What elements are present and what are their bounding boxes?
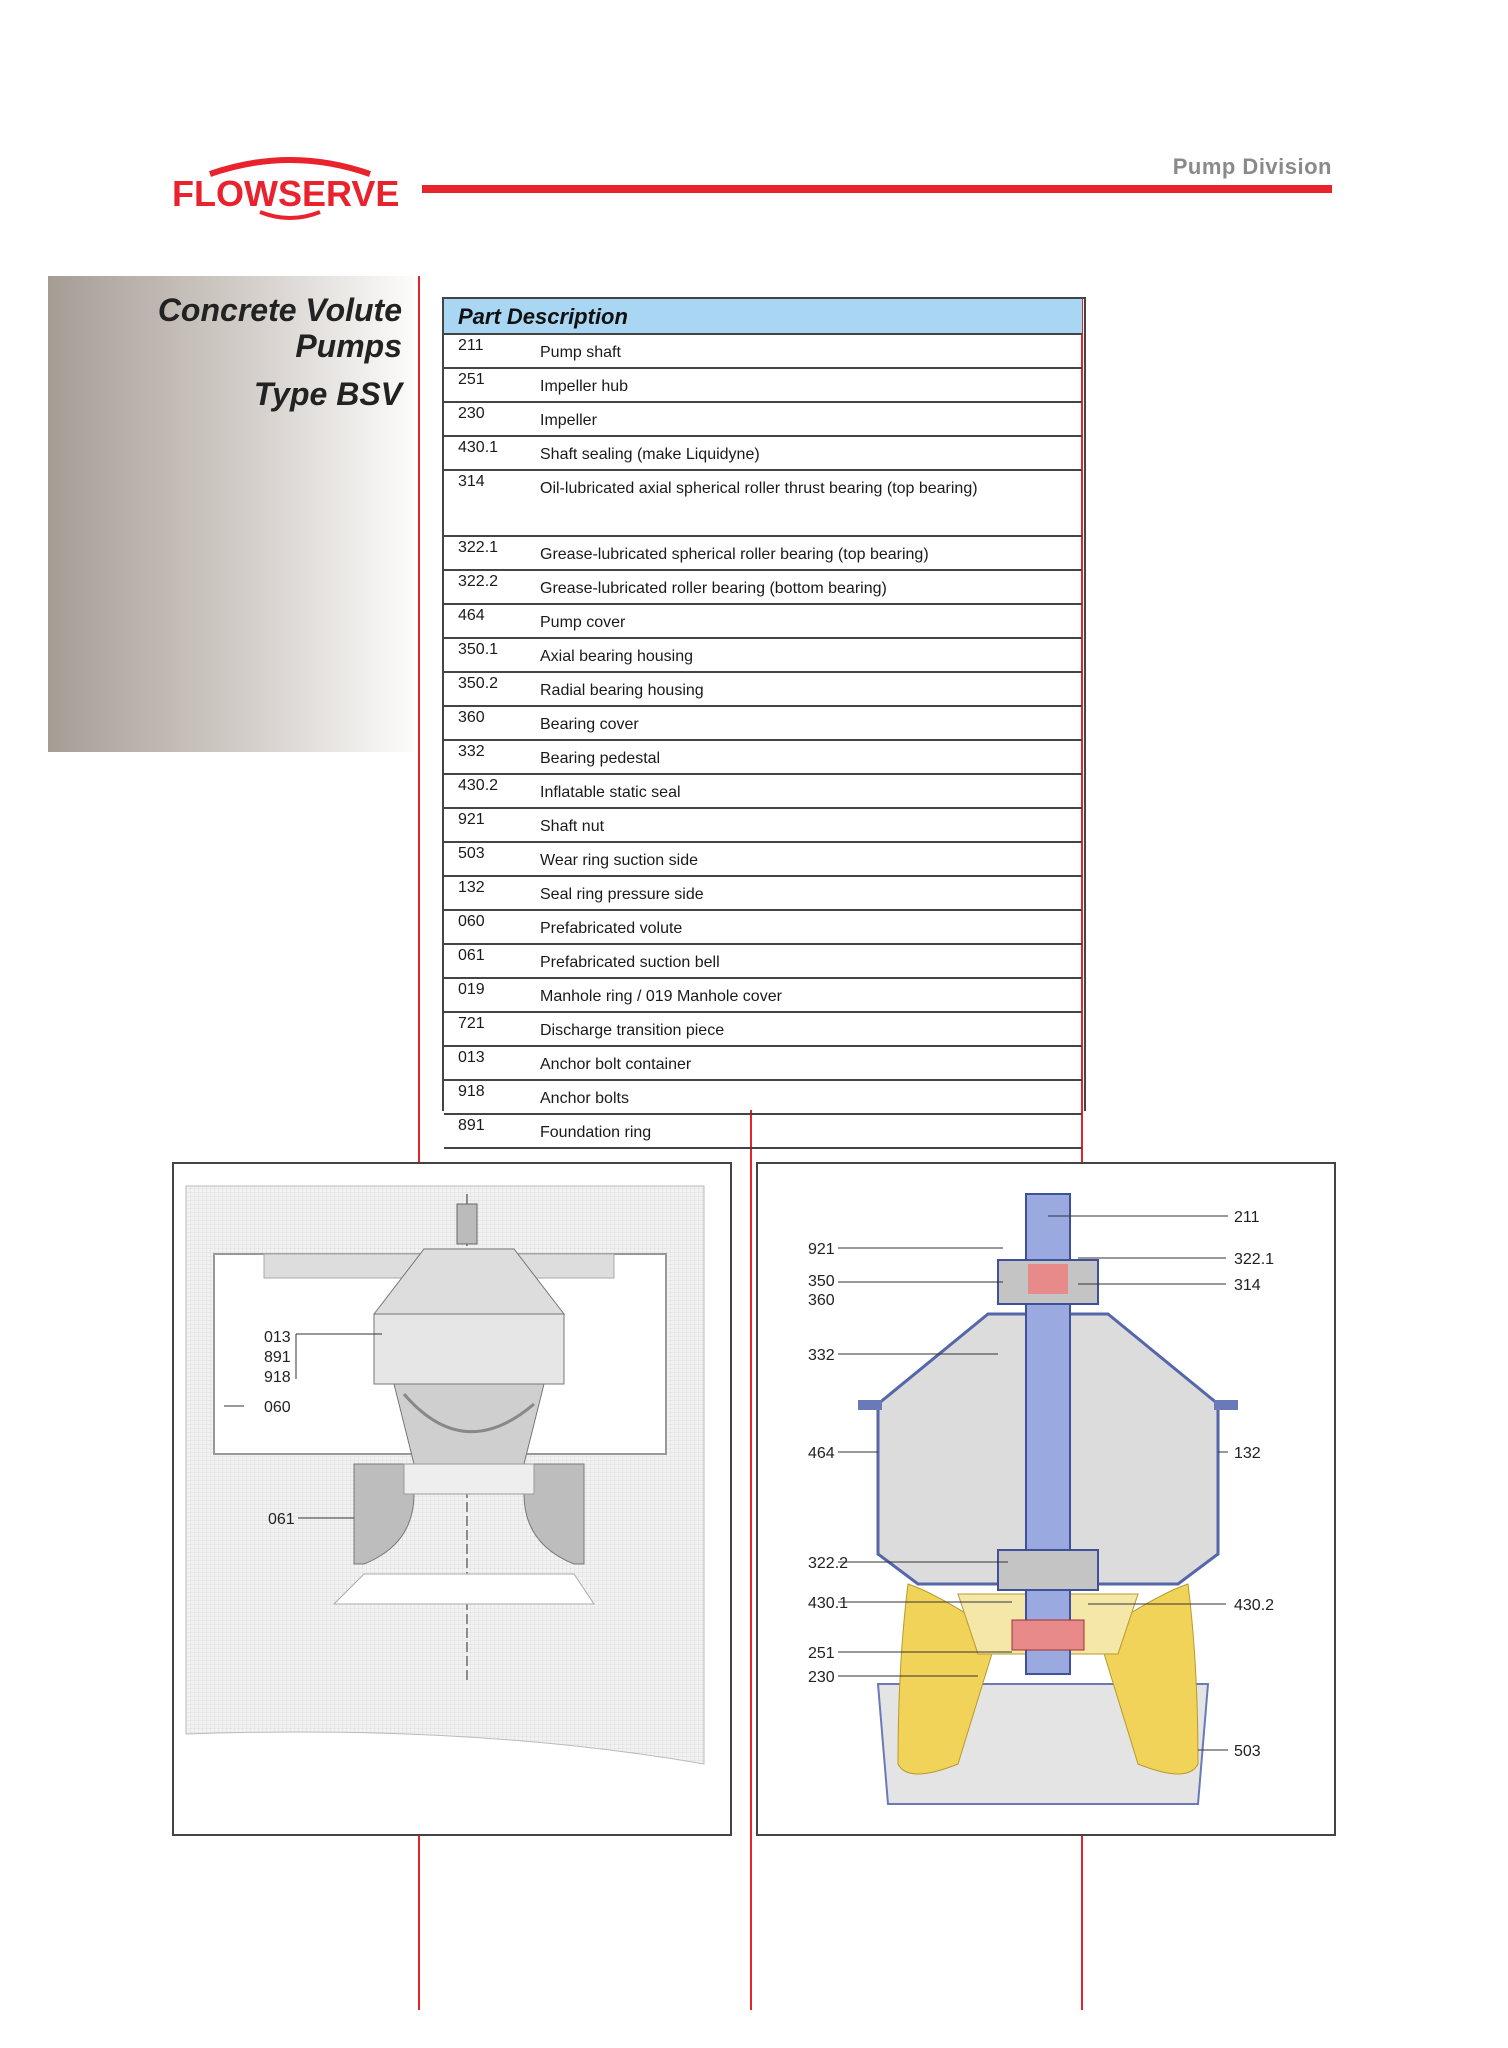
parts-row	[444, 1047, 1082, 1081]
part-number: 891	[458, 1117, 485, 1134]
part-description: Wear ring suction side	[540, 852, 698, 869]
sidebar-title-line2: Pumps	[295, 328, 402, 364]
part-number: 721	[458, 1015, 485, 1032]
label-132: 132	[1234, 1445, 1261, 1462]
label-332: 332	[808, 1347, 835, 1364]
part-description: Prefabricated suction bell	[540, 954, 720, 971]
parts-row	[444, 673, 1082, 707]
part-description: Shaft nut	[540, 818, 605, 835]
part-number: 430.1	[458, 439, 499, 456]
parts-row	[444, 437, 1082, 471]
part-number: 332	[458, 743, 485, 760]
label-430-1: 430.1	[808, 1595, 849, 1612]
part-number: 503	[458, 845, 485, 862]
label-230: 230	[808, 1669, 835, 1686]
part-description: Shaft sealing (make Liquidyne)	[540, 446, 760, 463]
label-314: 314	[1234, 1277, 1261, 1294]
parts-row	[444, 471, 1082, 537]
part-description: Foundation ring	[540, 1124, 652, 1141]
label-350: 350	[808, 1273, 835, 1290]
parts-row	[444, 707, 1082, 741]
part-number: 132	[458, 879, 485, 896]
parts-row	[444, 809, 1082, 843]
label-061: 061	[268, 1511, 295, 1528]
parts-row	[444, 537, 1082, 571]
part-number: 019	[458, 981, 485, 998]
parts-row	[444, 775, 1082, 809]
part-description: Prefabricated volute	[540, 920, 683, 937]
part-number: 230	[458, 405, 485, 422]
parts-row	[444, 639, 1082, 673]
label-891: 891	[264, 1349, 291, 1366]
flowserve-logo	[170, 150, 410, 230]
parts-row	[444, 945, 1082, 979]
part-description: Impeller	[540, 412, 597, 429]
parts-row	[444, 369, 1082, 403]
label-503: 503	[1234, 1743, 1261, 1760]
part-description: Manhole ring / 019 Manhole cover	[540, 988, 782, 1005]
part-number: 060	[458, 913, 485, 930]
part-number: 061	[458, 947, 485, 964]
part-description: Bearing cover	[540, 716, 639, 733]
part-description: Bearing pedestal	[540, 750, 661, 767]
part-number: 921	[458, 811, 485, 828]
part-description: Inflatable static seal	[540, 784, 681, 801]
part-number: 251	[458, 371, 485, 388]
label-430-2: 430.2	[1234, 1597, 1275, 1614]
part-description: Axial bearing housing	[540, 648, 693, 665]
label-464: 464	[808, 1445, 835, 1462]
parts-table-header	[444, 299, 1082, 335]
part-number: 350.2	[458, 675, 499, 692]
parts-row	[444, 605, 1082, 639]
label-360: 360	[808, 1292, 835, 1309]
part-description: Oil-lubricated axial spherical roller thrust bearing (top bearing)	[540, 480, 978, 497]
part-description: Seal ring pressure side	[540, 886, 704, 903]
part-description: Anchor bolt container	[540, 1056, 692, 1073]
parts-row	[444, 335, 1082, 369]
part-number: 211	[458, 337, 484, 354]
parts-row	[444, 571, 1082, 605]
parts-row	[444, 877, 1082, 911]
part-description: Anchor bolts	[540, 1090, 629, 1107]
parts-row	[444, 1115, 1082, 1149]
label-918: 918	[264, 1369, 291, 1386]
parts-row	[444, 843, 1082, 877]
part-number: 350.1	[458, 641, 499, 658]
parts-row	[444, 979, 1082, 1013]
brand-name: FLOWSERVE	[172, 173, 400, 214]
division-label: Pump Division	[1172, 154, 1332, 179]
part-description: Grease-lubricated spherical roller bearing (top bearing)	[540, 546, 929, 563]
guide-line-2	[750, 1110, 752, 2010]
part-description: Impeller hub	[540, 378, 629, 395]
parts-row	[444, 1081, 1082, 1115]
part-number: 322.2	[458, 573, 499, 590]
label-251: 251	[808, 1645, 835, 1662]
parts-row	[444, 741, 1082, 775]
part-description: Pump shaft	[540, 344, 621, 361]
part-number: 430.2	[458, 777, 499, 794]
figure-cross-section	[756, 1162, 1336, 1836]
parts-row	[444, 403, 1082, 437]
sidebar-title-line1: Concrete Volute	[157, 292, 402, 328]
label-013: 013	[264, 1329, 291, 1346]
part-number: 918	[458, 1083, 485, 1100]
parts-row	[444, 911, 1082, 945]
part-number: 360	[458, 709, 485, 726]
part-number: 013	[458, 1049, 485, 1066]
header-rule	[422, 185, 1332, 193]
part-description: Radial bearing housing	[540, 682, 704, 699]
label-921: 921	[808, 1241, 835, 1258]
parts-header-label: Part Description	[458, 304, 628, 329]
part-number: 314	[458, 473, 485, 490]
part-number: 322.1	[458, 539, 499, 556]
part-number: 464	[458, 607, 485, 624]
label-322-1: 322.1	[1234, 1251, 1275, 1268]
label-322-2: 322.2	[808, 1555, 849, 1572]
sidebar-subtitle: Type BSV	[253, 376, 402, 412]
label-060: 060	[264, 1399, 291, 1416]
parts-row	[444, 1013, 1082, 1047]
part-description: Grease-lubricated roller bearing (bottom bearing)	[540, 580, 887, 597]
label-211: 211	[1234, 1209, 1260, 1226]
part-description: Pump cover	[540, 614, 626, 631]
part-description: Discharge transition piece	[540, 1022, 725, 1039]
figure-installation	[172, 1162, 732, 1836]
